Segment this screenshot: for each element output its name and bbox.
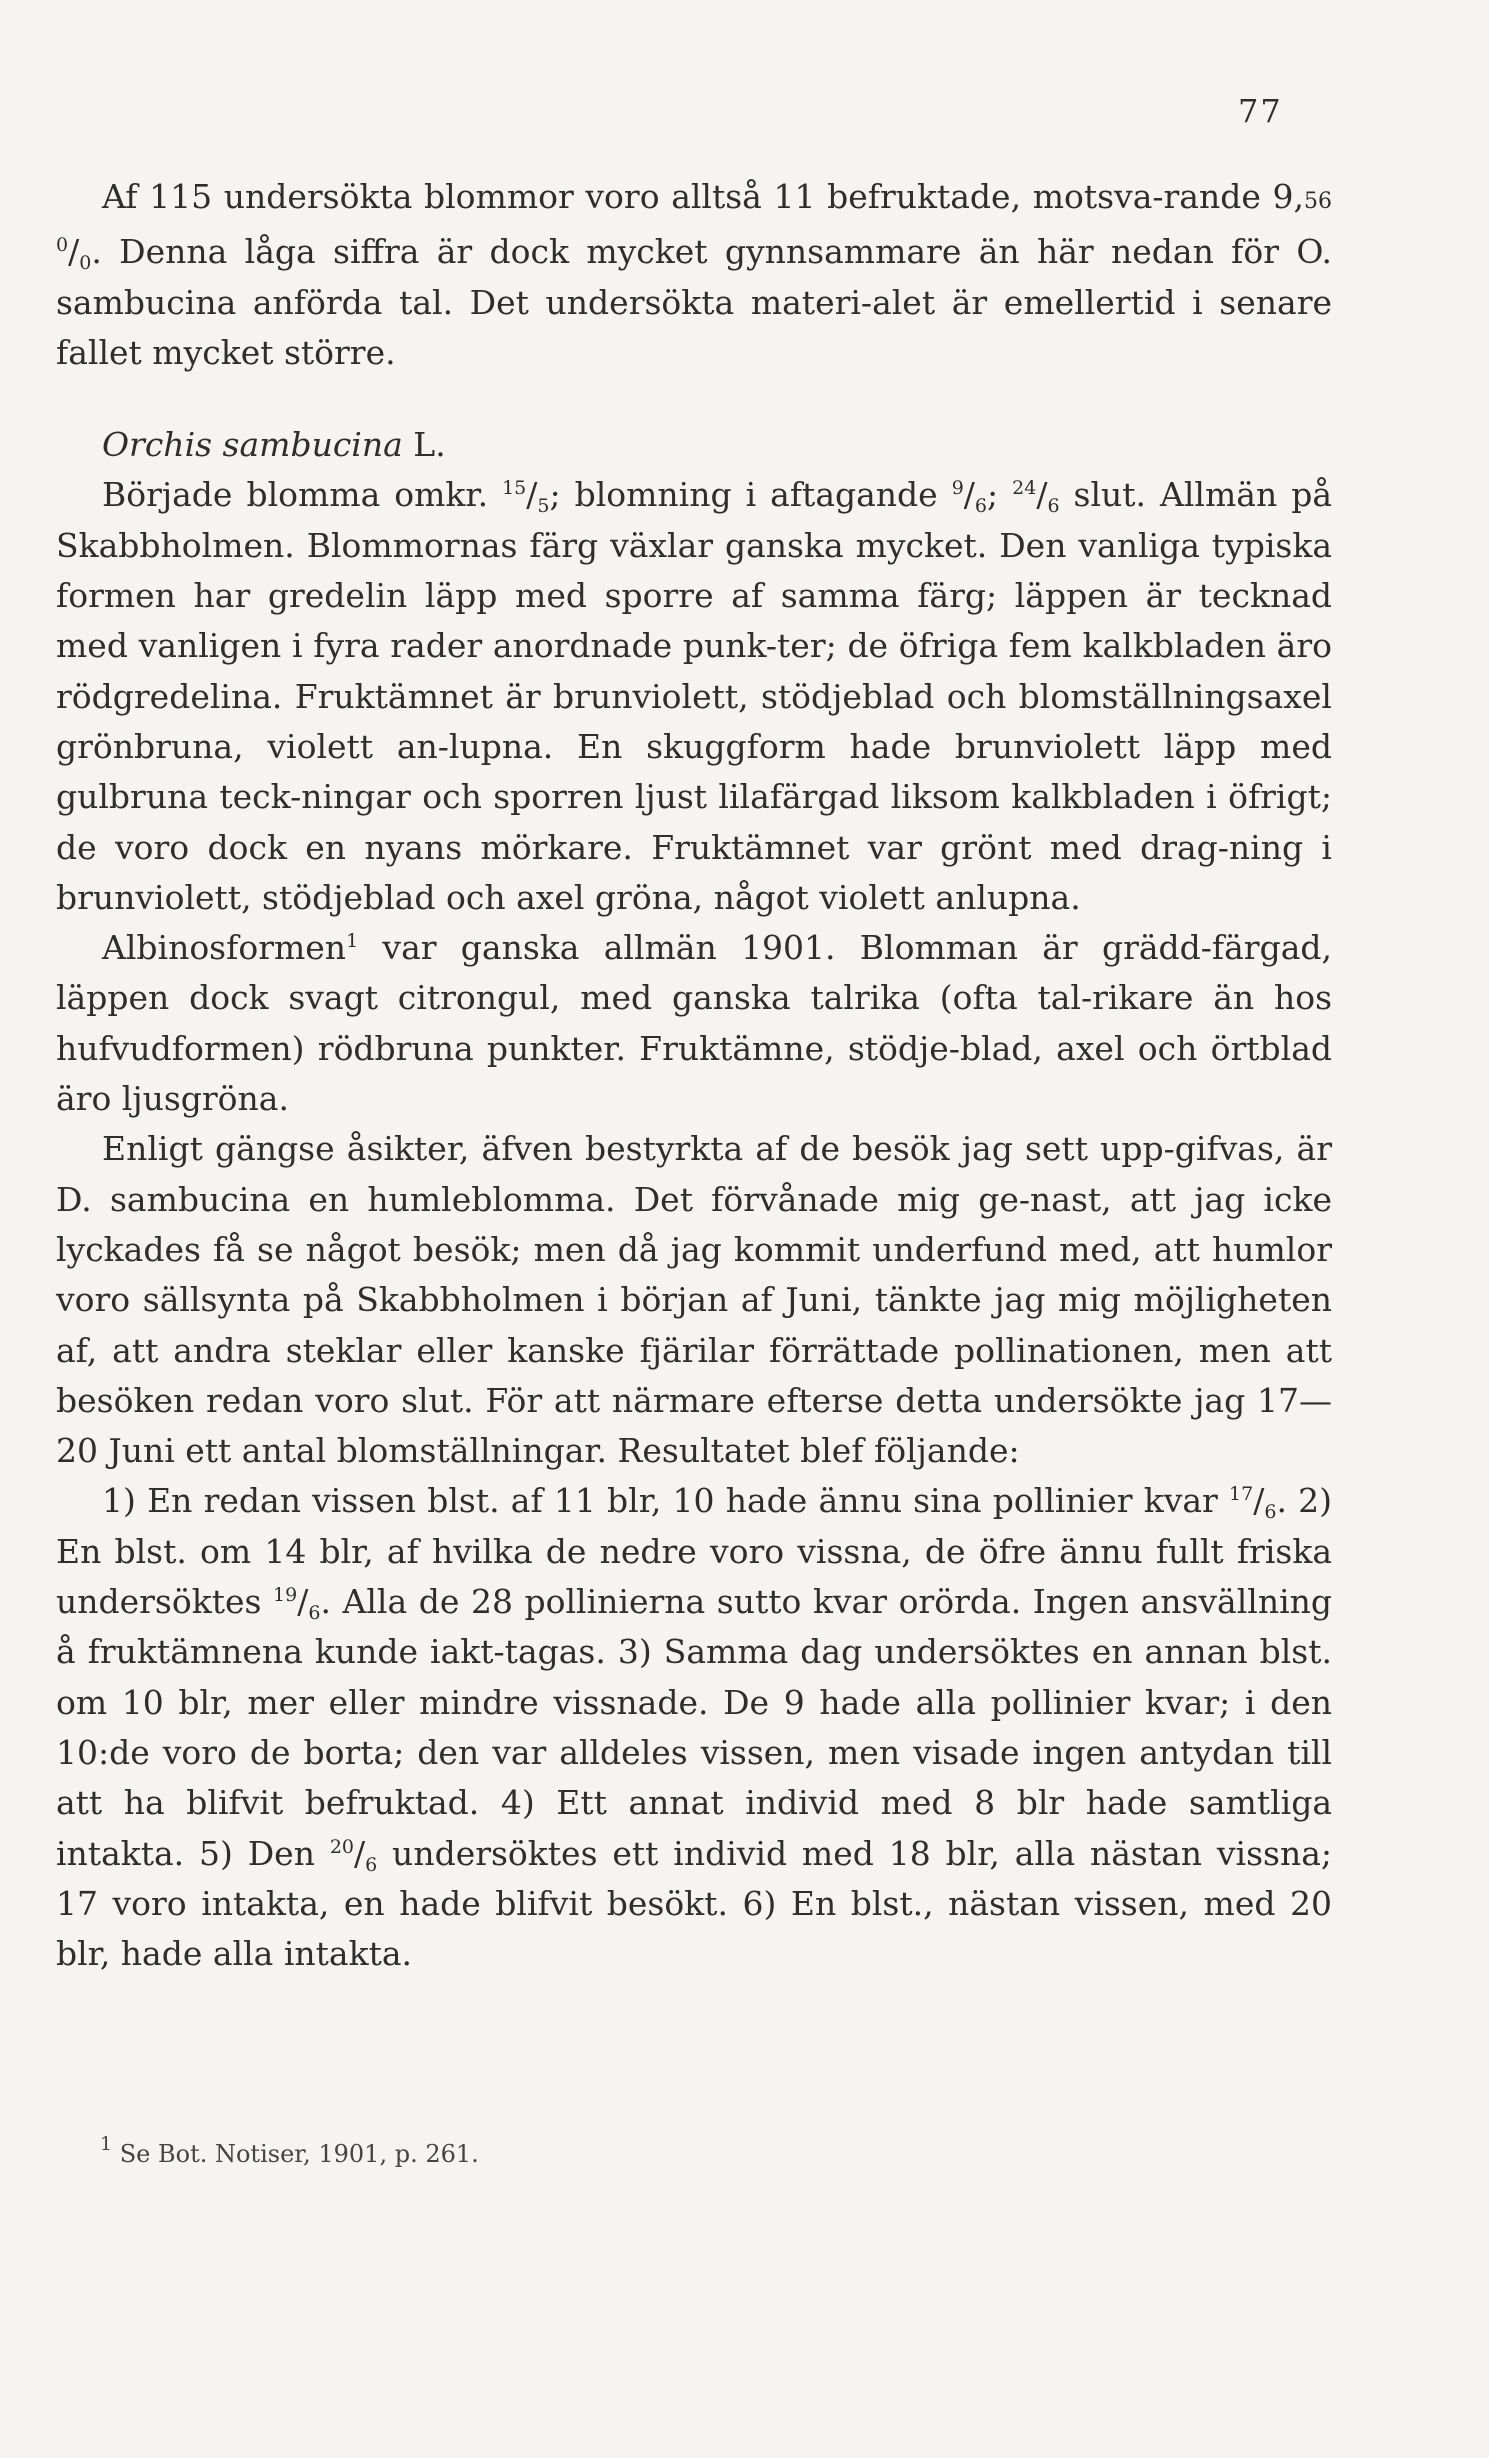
footnote-mark: 1 xyxy=(100,2133,113,2155)
page-number: 77 xyxy=(1238,92,1283,130)
body-text xyxy=(56,172,1332,1979)
paragraph-pollination: Enligt gängse åsikter, äfven bestyrkta af de besök jag sett upp-gifvas, är D. sambucina en humleblomma. Det förvånade mig ge-nast, att jag icke lyckades få se något besök; men då jag kommit underfund med, att humlor voro sällsynta på Skabbholmen i början af Juni, tänkte jag mig möjligheten af, att andra steklar eller kanske fjärilar förrättade pollinationen, men att besöken redan voro slut. För att närmare efterse detta undersökte jag 17—20 Juni ett antal blomställningar. Resultatet blef följande: xyxy=(56,1129,1332,1471)
species-name: Orchis sambucina xyxy=(102,425,403,465)
paragraph-flowering: Började blomma omkr. $^{15}/_5$; blomning i aftagande $^9/_6$; $^{24}/_6$ slut. Allmän på Skabbholmen. Blommornas färg växlar ganska mycket. Den vanliga typiska formen har gredelin läpp med sporre af samma färg; läppen är tecknad med vanligen i fyra rader anordnade punk-ter; de öfriga fem kalkbladen äro rödgredelina. Fruktämnet är brunviolett, stödjeblad och blomställningsaxel grönbruna, violett an-lupna. En skuggform hade brunviolett läpp med gulbruna teck-ningar och sporren ljust lilafärgad liksom kalkbladen i öfrigt; de voro dock en nyans mörkare. Fruktämnet var grönt med drag-ning i brunviolett, stödjeblad och axel gröna, något violett anlupna. xyxy=(56,475,1333,917)
paragraph-albino: Albinosformen$^1$ var ganska allmän 1901. Blomman är grädd-färgad, läppen dock svagt citrongul, med ganska talrika (ofta tal-rikare än hos hufvudformen) rödbruna punkter. Fruktämne, stödje-blad, axel och örtblad äro ljusgröna. xyxy=(56,928,1332,1119)
section-heading xyxy=(56,420,1332,470)
paragraph-intro: Af 115 undersökta blommor voro alltså 11 befruktade, motsva-rande 9,56 $^0/_0$. Denna låga siffra är dock mycket gynnsammare än här nedan för O. sambucina anförda tal. Det undersökta materi-alet är emellertid i senare fallet mycket större. xyxy=(56,177,1332,372)
footnote: $^1$ Se Bot. Notiser, 1901, p. 261. xyxy=(100,2133,479,2168)
paragraph-results: 1) En redan vissen blst. af 11 blr, 10 hade ännu sina pollinier kvar $^{17}/_6$. 2) En blst. om 14 blr, af hvilka de nedre voro vissna, de öfre ännu fullt friska undersöktes $^{19}/_6$. Alla de 28 pollinierna sutto kvar orörda. Ingen ansvällning å fruktämnena kunde iakt-tagas. 3) Samma dag undersöktes en annan blst. om 10 blr, mer eller mindre vissnade. De 9 hade alla pollinier kvar; i den 10:de voro de borta; den var alldeles vissen, men visade ingen antydan till att ha blifvit befruktad. 4) Ett annat individ med 8 blr hade samtliga intakta. 5) Den $^{20}/_6$ undersöktes ett individ med 18 blr, alla nästan vissna; 17 voro intakta, en hade blifvit besökt. 6) En blst., nästan vissen, med 20 blr, hade alla intakta. xyxy=(56,1481,1333,1974)
footnote-ref: 1 xyxy=(346,930,359,953)
species-author: L. xyxy=(413,425,446,465)
